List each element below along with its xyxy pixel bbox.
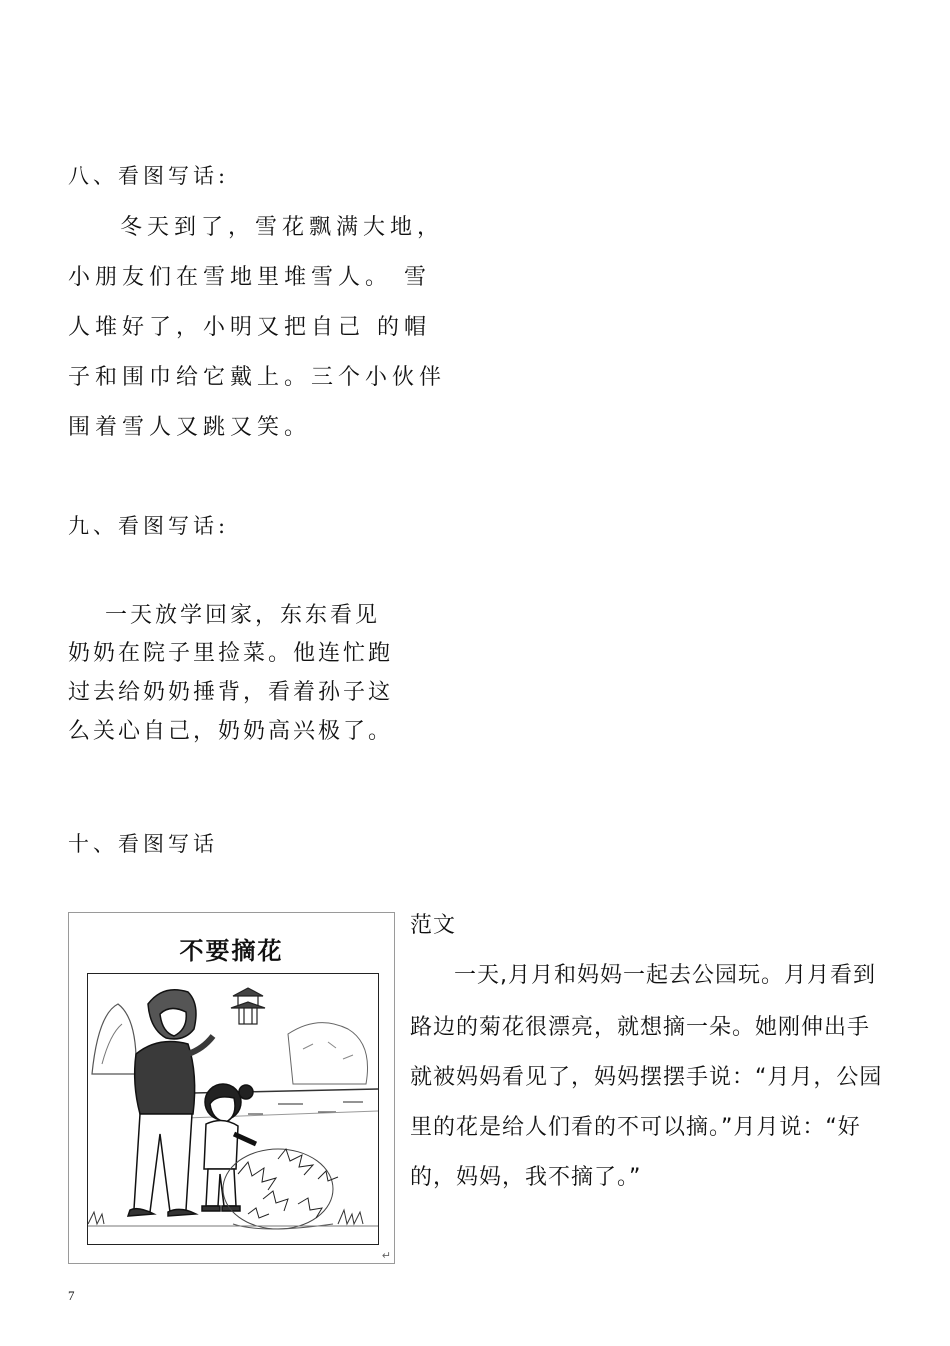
essay-line-3: 就被妈妈看见了，妈妈摆摆手说：“月月，公园 xyxy=(410,1065,883,1090)
section-8-line-1: 冬天到了，雪花飘满大地， xyxy=(120,215,445,240)
essay-label: 范文 xyxy=(410,913,457,938)
picture-frame xyxy=(68,912,395,1264)
section-8-line-3: 人堆好了，小明又把自己 的帽 xyxy=(68,315,431,340)
section-9-line-2: 奶奶在院子里捡菜。他连忙跑 xyxy=(68,641,394,666)
section-8-line-4: 子和围巾给它戴上。三个小伙伴 xyxy=(68,365,447,390)
mother-daughter-flower-illustration xyxy=(88,974,378,1244)
section-9-heading: 九、看图写话: xyxy=(68,514,230,538)
essay-line-5: 的，妈妈，我不摘了。” xyxy=(410,1165,642,1190)
picture-title: 不要摘花 xyxy=(179,937,284,965)
section-8-heading: 八、看图写话: xyxy=(68,164,230,188)
page-number: 7 xyxy=(68,1288,75,1303)
section-8-line-2: 小朋友们在雪地里堆雪人。 雪 xyxy=(68,265,431,290)
essay-line-4: 里的花是给人们看的不可以摘。”月月说：“好 xyxy=(410,1115,861,1140)
section-10-heading: 十、看图写话 xyxy=(68,832,218,856)
essay-line-2: 路边的菊花很漂亮，就想摘一朵。她刚伸出手 xyxy=(410,1015,871,1040)
section-9-line-3: 过去给奶奶捶背，看着孙子这 xyxy=(68,680,394,705)
essay-line-1: 一天,月月和妈妈一起去公园玩。月月看到 xyxy=(454,963,876,988)
section-8-line-5: 围着雪人又跳又笑。 xyxy=(68,415,312,440)
illustration xyxy=(87,973,379,1245)
paragraph-return-icon: ↵ xyxy=(381,1249,391,1262)
section-9-line-1: 一天放学回家，东东看见 xyxy=(105,603,381,628)
section-9-line-4: 么关心自己，奶奶高兴极了。 xyxy=(68,719,394,744)
